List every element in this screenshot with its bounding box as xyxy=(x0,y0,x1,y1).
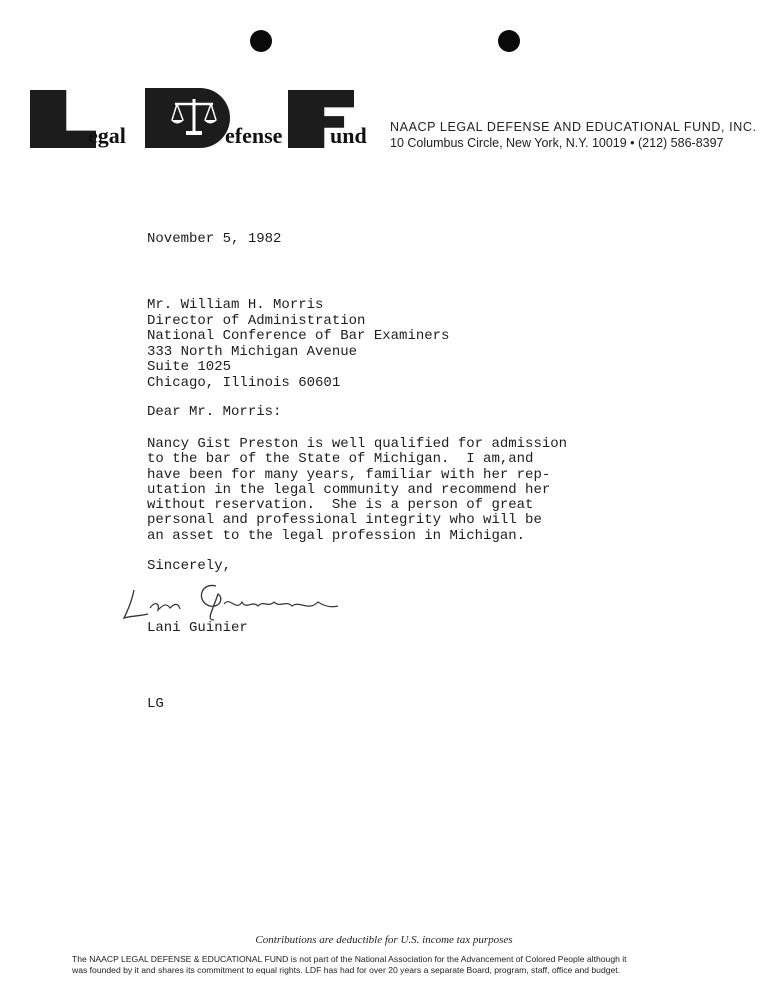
letter-date: November 5, 1982 xyxy=(147,231,282,247)
body-line: without reservation. She is a person of great xyxy=(147,497,534,514)
body-line: to the bar of the State of Michigan. I am,and xyxy=(147,451,534,468)
logo-word-legal: egal xyxy=(88,123,126,148)
recipient-line: Suite 1025 xyxy=(147,359,232,375)
letter-body xyxy=(147,437,567,544)
ldf-logo xyxy=(30,88,375,154)
salutation: Dear Mr. Morris: xyxy=(147,404,282,420)
logo-word-fund: und xyxy=(330,123,367,148)
recipient-address xyxy=(147,298,449,391)
signer-name: Lani Guinier xyxy=(147,620,248,636)
disclaimer-line: The NAACP LEGAL DEFENSE & EDUCATIONAL FUND is not part of the National Association for the Advancement of Colored People although it xyxy=(72,954,627,964)
recipient-line: 333 North Michigan Avenue xyxy=(147,343,358,360)
disclaimer-line: was founded by it and shares its commitment to equal rights. LDF has had for over 20 years a separate Board, program, staff, office and budget. xyxy=(72,965,621,975)
footer-disclaimer xyxy=(72,954,722,976)
body-line: Nancy Gist Preston is well qualified for admission xyxy=(147,436,568,452)
punch-hole-right xyxy=(498,30,520,52)
tax-deductible-note: Contributions are deductible for U.S. income tax purposes xyxy=(255,934,513,946)
body-line: an asset to the legal profession in Michigan. xyxy=(147,527,526,544)
org-address: 10 Columbus Circle, New York, N.Y. 10019 • (212) 586-8397 xyxy=(390,136,724,150)
org-name: NAACP LEGAL DEFENSE AND EDUCATIONAL FUND, INC. xyxy=(390,120,757,134)
typist-initials: LG xyxy=(147,696,164,712)
recipient-line: Chicago, Illinois 60601 xyxy=(147,374,341,391)
body-line: have been for many years, familiar with her rep- xyxy=(147,466,551,483)
handwritten-signature xyxy=(120,572,350,624)
logo-letter-l xyxy=(30,90,96,148)
punch-hole-left xyxy=(250,30,272,52)
body-line: personal and professional integrity who will be xyxy=(147,512,542,529)
logo-word-defense: efense xyxy=(225,123,283,148)
closing: Sincerely, xyxy=(147,558,232,574)
body-line: utation in the legal community and recommend her xyxy=(147,481,551,498)
recipient-line: National Conference of Bar Examiners xyxy=(147,328,450,344)
recipient-line: Mr. William H. Morris xyxy=(147,297,324,313)
recipient-line: Director of Administration xyxy=(147,312,366,329)
scales-of-justice-icon xyxy=(170,96,218,138)
